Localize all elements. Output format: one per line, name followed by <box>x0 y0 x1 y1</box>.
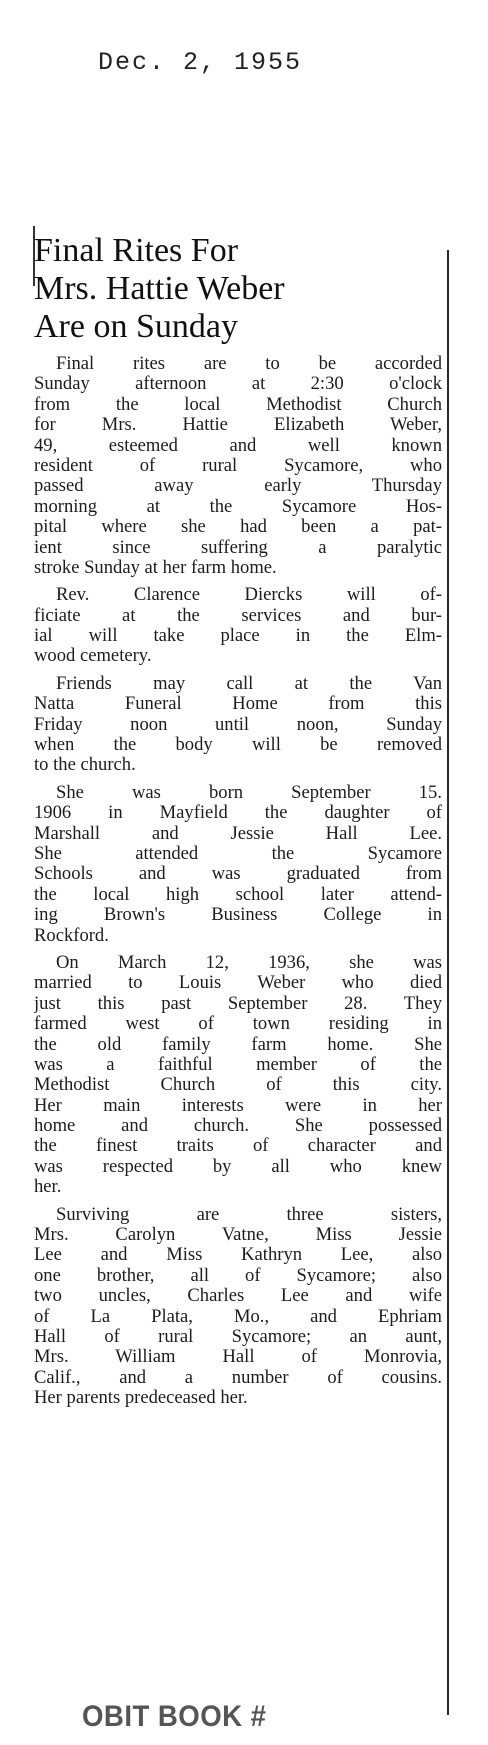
article-line: Mrs. William Hall of Monrovia, <box>34 1347 442 1368</box>
article-line: home and church. She possessed <box>34 1116 442 1137</box>
article-line: ial will take place in the Elm- <box>34 626 442 647</box>
article-line: Natta Funeral Home from this <box>34 694 442 715</box>
article-line: resident of rural Sycamore, who <box>34 455 442 476</box>
article-line: Her main interests were in her <box>34 1095 442 1116</box>
headline <box>34 232 444 346</box>
article-line: the finest traits of character and <box>34 1136 442 1157</box>
article-line: Friday noon until noon, Sunday <box>34 714 442 735</box>
article-line: 1906 in Mayfield the daughter of <box>34 803 442 824</box>
article-line: just this past September 28. They <box>34 993 442 1014</box>
article-line: her. <box>34 1177 62 1198</box>
article-line: Sunday afternoon at 2:30 o'clock <box>34 374 442 395</box>
article-paragraph <box>34 354 442 578</box>
clipping-date: Dec. 2, 1955 <box>98 48 303 77</box>
article-line: two uncles, Charles Lee and wife <box>34 1286 442 1307</box>
article-line: morning at the Sycamore Hos- <box>34 496 442 517</box>
article-line: pital where she had been a pat- <box>34 517 442 538</box>
article-line: Lee and Miss Kathryn Lee, also <box>34 1245 442 1266</box>
article-line: Schools and was graduated from <box>34 864 442 885</box>
article-line: passed away early Thursday <box>34 476 442 497</box>
article-line: when the body will be removed <box>34 735 442 756</box>
article-paragraph <box>34 953 442 1198</box>
article-line: was respected by all who knew <box>34 1156 442 1177</box>
article-line: Mrs. Carolyn Vatne, Miss Jessie <box>34 1225 442 1246</box>
article-line: Rockford. <box>34 925 109 946</box>
article-line: the old family farm home. She <box>34 1034 442 1055</box>
article-line: of La Plata, Mo., and Ephriam <box>34 1306 442 1327</box>
article-line: Calif., and a number of cousins. <box>34 1367 442 1388</box>
article-line: Methodist Church of this city. <box>34 1075 442 1096</box>
article-paragraph <box>34 783 442 946</box>
headline-line: Mrs. Hattie Weber <box>34 270 285 307</box>
obit-book-label: OBIT BOOK # <box>82 1700 267 1733</box>
article-line: 49, esteemed and well known <box>34 435 442 456</box>
article-paragraph <box>34 585 442 667</box>
article-paragraph <box>34 1205 442 1409</box>
article-line: On March 12, 1936, she was <box>56 952 442 973</box>
article-line: She attended the Sycamore <box>34 843 442 864</box>
article-line: stroke Sunday at her farm home. <box>34 557 277 578</box>
article-line: ing Brown's Business College in <box>34 905 442 926</box>
article-line: from the local Methodist Church <box>34 394 442 415</box>
article-line: to the church. <box>34 755 136 776</box>
article-line: one brother, all of Sycamore; also <box>34 1265 442 1286</box>
article-line: ficiate at the services and bur- <box>34 605 442 626</box>
article-line: Rev. Clarence Diercks will of- <box>56 585 442 606</box>
article-line: for Mrs. Hattie Elizabeth Weber, <box>34 415 442 436</box>
article-line: Her parents predeceased her. <box>34 1388 248 1409</box>
article-line: Friends may call at the Van <box>56 673 442 694</box>
article-line: the local high school later attend- <box>34 884 442 905</box>
article-paragraph <box>34 674 442 776</box>
article-line: wood cemetery. <box>34 646 152 667</box>
article-line: Marshall and Jessie Hall Lee. <box>34 823 442 844</box>
article-line: She was born September 15. <box>56 782 442 803</box>
headline-line: Final Rites For <box>34 232 239 269</box>
article-line: was a faithful member of the <box>34 1054 442 1075</box>
article-line: ient since suffering a paralytic <box>34 537 442 558</box>
article-body <box>34 354 442 1416</box>
headline-line: Are on Sunday <box>34 308 238 345</box>
article-line: Hall of rural Sycamore; an aunt, <box>34 1326 442 1347</box>
article-line: Surviving are three sisters, <box>56 1204 442 1225</box>
article-line: farmed west of town residing in <box>34 1014 442 1035</box>
article-line: married to Louis Weber who died <box>34 973 442 994</box>
article-line: Final rites are to be accorded <box>56 354 442 374</box>
column-rule-right <box>447 250 449 1715</box>
